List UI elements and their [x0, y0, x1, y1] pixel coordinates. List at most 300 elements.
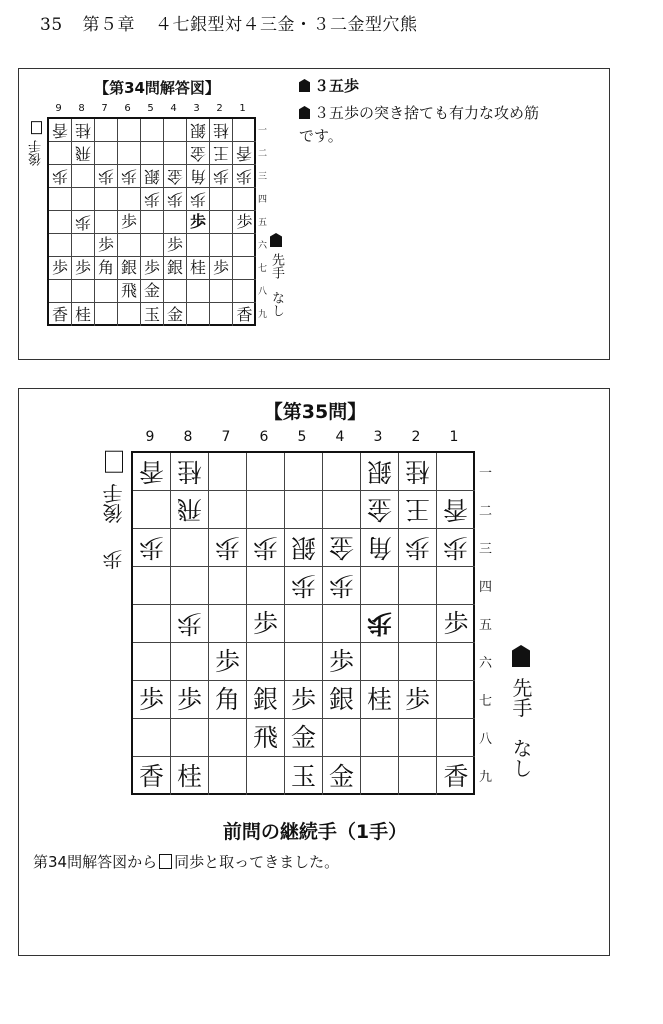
- answer-comment: [299, 75, 599, 148]
- file-label: 3: [193, 103, 200, 114]
- sente-piece: 金: [290, 723, 316, 752]
- board-square: [164, 165, 187, 188]
- board-square: [133, 643, 171, 681]
- sente-piece: 歩: [138, 685, 164, 714]
- file-label: 1: [449, 429, 459, 445]
- sente-piece: 歩: [252, 609, 278, 638]
- board-square: [187, 142, 210, 165]
- gote-piece: 金: [328, 533, 354, 562]
- board-square: [49, 142, 72, 165]
- sente-label: 先手: [509, 677, 533, 718]
- board-square: [323, 491, 361, 529]
- answer-comment-text: [299, 102, 599, 148]
- gote-piece: 飛: [176, 495, 202, 524]
- board-square: [49, 234, 72, 257]
- answer-comment-line-2: です。: [299, 127, 343, 145]
- board-square: [209, 605, 247, 643]
- board-square: [164, 211, 187, 234]
- board-square: [233, 211, 256, 234]
- board-square: [285, 719, 323, 757]
- board-square: [209, 757, 247, 795]
- gote-piece: 香: [51, 121, 68, 140]
- gote-piece: 歩: [366, 609, 392, 638]
- file-label: 7: [221, 429, 231, 445]
- board-square: [95, 119, 118, 142]
- sente-piece: 歩: [404, 685, 430, 714]
- board-square: [285, 529, 323, 567]
- gote-piece: 香: [138, 457, 164, 486]
- board-square: [118, 280, 141, 303]
- board-square: [164, 188, 187, 211]
- board-square: [49, 165, 72, 188]
- board-square: [141, 211, 164, 234]
- rank-label: 六: [258, 240, 268, 251]
- board-square: [171, 529, 209, 567]
- board-square: [171, 453, 209, 491]
- gote-piece: 歩: [252, 533, 278, 562]
- board-square: [399, 681, 437, 719]
- board-square: [164, 303, 187, 326]
- board-square: [49, 257, 72, 280]
- gote-piece: 銀: [143, 167, 160, 186]
- file-label: 1: [239, 103, 246, 114]
- board-square: [118, 257, 141, 280]
- board-square: [72, 142, 95, 165]
- sente-piece: 歩: [166, 235, 183, 254]
- gote-piece: 歩: [97, 167, 114, 186]
- board-square: [285, 491, 323, 529]
- sente-piece: 金: [143, 281, 160, 300]
- rank-label: 五: [479, 618, 493, 633]
- board-square: [141, 280, 164, 303]
- file-label: 5: [147, 103, 154, 114]
- board-square: [247, 453, 285, 491]
- board-square: [171, 757, 209, 795]
- sente-piece: 歩: [143, 258, 160, 277]
- board-square: [95, 234, 118, 257]
- answer-move: [299, 75, 599, 96]
- gote-piece: 歩: [328, 571, 354, 600]
- board-square: [209, 681, 247, 719]
- gote-piece: 王: [212, 144, 229, 163]
- gote-piece: 桂: [212, 121, 229, 140]
- gote-piece-icon: [32, 121, 43, 134]
- answer-comment-line-1: ３五歩の突き捨ても有力な攻め筋: [314, 104, 540, 122]
- sente-piece: 歩: [236, 212, 253, 231]
- gote-piece: 王: [404, 495, 430, 524]
- board-square: [171, 567, 209, 605]
- gote-piece: 銀: [366, 457, 392, 486]
- board-square: [247, 681, 285, 719]
- board-square: [233, 257, 256, 280]
- board-square: [247, 491, 285, 529]
- board-square: [437, 491, 475, 529]
- board-square: [399, 567, 437, 605]
- board-square: [399, 529, 437, 567]
- file-label: 2: [216, 103, 223, 114]
- answer-diagram-panel: [18, 68, 610, 360]
- board-square: [210, 234, 233, 257]
- rank-label: 一: [258, 125, 268, 136]
- board-square: [210, 188, 233, 211]
- description-part-1: 第34問解答図から: [33, 853, 158, 871]
- sente-piece: 飛: [120, 281, 137, 300]
- sente-piece: 歩: [51, 258, 68, 277]
- sente-piece: 歩: [328, 647, 354, 676]
- board-square: [323, 757, 361, 795]
- board-square: [247, 605, 285, 643]
- gote-label: 後手: [102, 483, 126, 524]
- board-square: [187, 303, 210, 326]
- board-square: [49, 211, 72, 234]
- board-square: [95, 165, 118, 188]
- file-label: 8: [78, 103, 85, 114]
- board-square: [141, 142, 164, 165]
- sente-piece: 歩: [189, 212, 206, 231]
- board-square: [141, 188, 164, 211]
- board-square: [133, 453, 171, 491]
- board-square: [133, 681, 171, 719]
- gote-piece: 桂: [404, 457, 430, 486]
- rank-label: 九: [479, 770, 493, 785]
- board-square: [323, 605, 361, 643]
- gote-piece: 歩: [404, 533, 430, 562]
- gote-piece: 銀: [189, 121, 206, 140]
- board-square: [133, 529, 171, 567]
- board-square: [209, 491, 247, 529]
- board-square: [247, 643, 285, 681]
- board-square: [285, 605, 323, 643]
- gote-piece-icon: [159, 854, 172, 869]
- board-square: [210, 257, 233, 280]
- gote-piece: 金: [366, 495, 392, 524]
- board-square: [210, 303, 233, 326]
- board-square: [399, 491, 437, 529]
- file-label: 8: [183, 429, 193, 445]
- sente-piece: 歩: [120, 212, 137, 231]
- board-square: [118, 165, 141, 188]
- sente-piece: 角: [214, 685, 240, 714]
- board-square: [437, 529, 475, 567]
- sente-piece: 歩: [97, 235, 114, 254]
- board-square: [164, 234, 187, 257]
- board-square: [49, 303, 72, 326]
- board-square: [171, 605, 209, 643]
- sente-piece: 銀: [328, 685, 354, 714]
- gote-piece: 角: [366, 533, 392, 562]
- sente-piece-icon: [270, 233, 282, 247]
- sente-piece: 金: [166, 304, 183, 324]
- board-square: [210, 165, 233, 188]
- sente-piece-icon: [299, 79, 310, 92]
- rank-label: 二: [479, 504, 493, 519]
- rank-label: 一: [479, 466, 493, 481]
- board-square: [187, 188, 210, 211]
- shogi-board: [47, 117, 256, 326]
- gote-piece: 香: [443, 495, 469, 524]
- board-square: [49, 119, 72, 142]
- board-square: [361, 567, 399, 605]
- board-square: [95, 257, 118, 280]
- board-square: [233, 234, 256, 257]
- sente-piece: 歩: [176, 685, 202, 714]
- file-label: 5: [297, 429, 307, 445]
- board-square: [209, 719, 247, 757]
- gote-piece: 歩: [189, 190, 206, 209]
- board-square: [361, 491, 399, 529]
- board-square: [187, 119, 210, 142]
- continuation-note: 前問の継続手（1手）: [222, 821, 408, 843]
- board-square: [49, 188, 72, 211]
- answer-diagram-title: 【第34問解答図】: [94, 79, 220, 97]
- gote-piece: 歩: [214, 533, 240, 562]
- sente-piece: 角: [97, 258, 114, 277]
- problem-description: [33, 851, 339, 872]
- board-square: [399, 643, 437, 681]
- board-square: [209, 453, 247, 491]
- board-square: [209, 567, 247, 605]
- gote-piece: 歩: [166, 190, 183, 209]
- board-square: [209, 643, 247, 681]
- chapter-title: ４七銀型対４三金・３二金型穴熊: [154, 15, 418, 35]
- board-square: [72, 280, 95, 303]
- board-square: [233, 280, 256, 303]
- gote-piece: 歩: [176, 609, 202, 638]
- board-square: [133, 491, 171, 529]
- board-square: [164, 280, 187, 303]
- gote-piece: 角: [189, 167, 206, 186]
- gote-piece: 歩: [51, 167, 68, 186]
- sente-piece: 金: [328, 761, 354, 791]
- board-square: [95, 188, 118, 211]
- board-square: [72, 119, 95, 142]
- gote-label: 後手: [29, 140, 44, 167]
- sente-piece: 香: [138, 761, 164, 791]
- board-square: [399, 757, 437, 795]
- file-label: 3: [373, 429, 383, 445]
- gote-piece-icon: [105, 451, 123, 473]
- board-square: [171, 681, 209, 719]
- sente-piece: 銀: [120, 258, 137, 277]
- board-square: [118, 188, 141, 211]
- answer-diagram-sente-hand: [267, 233, 286, 317]
- answer-move-text: ３五歩: [314, 77, 360, 95]
- board-square: [323, 529, 361, 567]
- board-square: [72, 165, 95, 188]
- chapter-label: 第５章: [82, 15, 136, 35]
- board-square: [247, 719, 285, 757]
- sente-piece: 銀: [252, 685, 278, 714]
- gote-hand-pieces: 歩: [102, 549, 126, 570]
- board-square: [141, 234, 164, 257]
- board-square: [361, 719, 399, 757]
- sente-piece-icon: [512, 645, 530, 667]
- gote-piece: 歩: [143, 190, 160, 209]
- board-square: [285, 567, 323, 605]
- board-square: [361, 453, 399, 491]
- gote-piece: 金: [166, 167, 183, 186]
- file-label: 9: [145, 429, 155, 445]
- board-square: [171, 491, 209, 529]
- board-square: [210, 280, 233, 303]
- rank-label: 四: [258, 194, 268, 205]
- sente-piece: 飛: [252, 723, 278, 752]
- board-square: [141, 303, 164, 326]
- board-square: [233, 142, 256, 165]
- board-square: [118, 303, 141, 326]
- file-label: 6: [124, 103, 131, 114]
- board-square: [72, 257, 95, 280]
- gote-piece: 歩: [74, 213, 91, 232]
- description-part-2: 同歩と取ってきました。: [174, 853, 340, 871]
- gote-piece: 歩: [212, 167, 229, 186]
- board-square: [118, 119, 141, 142]
- gote-piece: 歩: [290, 571, 316, 600]
- board-square: [72, 234, 95, 257]
- sente-piece: 桂: [74, 304, 91, 324]
- rank-label: 七: [258, 263, 268, 274]
- rank-label: 四: [479, 580, 493, 595]
- board-square: [233, 303, 256, 326]
- problem-sente-hand: [507, 645, 536, 778]
- board-square: [118, 234, 141, 257]
- board-square: [210, 119, 233, 142]
- board-square: [164, 142, 187, 165]
- board-square: [141, 119, 164, 142]
- sente-piece-icon: [299, 106, 310, 119]
- file-label: 4: [170, 103, 177, 114]
- gote-piece: 金: [189, 144, 206, 163]
- sente-piece: 歩: [74, 258, 91, 277]
- file-label: 7: [101, 103, 108, 114]
- board-square: [141, 165, 164, 188]
- board-square: [437, 757, 475, 795]
- board-square: [285, 453, 323, 491]
- sente-piece: 歩: [214, 647, 240, 676]
- sente-piece: 歩: [212, 258, 229, 277]
- board-square: [247, 757, 285, 795]
- rank-label: 三: [258, 171, 268, 182]
- board-square: [133, 605, 171, 643]
- board-square: [210, 142, 233, 165]
- board-square: [247, 529, 285, 567]
- board-square: [187, 257, 210, 280]
- board-square: [361, 681, 399, 719]
- sente-hand-pieces: なし: [269, 291, 284, 318]
- sente-piece: 香: [236, 304, 253, 324]
- rank-label: 二: [258, 148, 268, 159]
- sente-piece: 玉: [290, 761, 316, 791]
- board-square: [233, 119, 256, 142]
- board-square: [437, 719, 475, 757]
- sente-piece: 玉: [143, 304, 160, 324]
- answer-diagram-gote-hand: [27, 119, 46, 166]
- file-label: 9: [55, 103, 62, 114]
- board-square: [285, 757, 323, 795]
- page-number: 35: [40, 15, 63, 35]
- gote-piece: 歩: [120, 167, 137, 186]
- board-square: [233, 165, 256, 188]
- sente-piece: 桂: [176, 761, 202, 791]
- sente-piece: 銀: [166, 258, 183, 277]
- board-square: [323, 681, 361, 719]
- sente-piece: 香: [443, 761, 469, 791]
- file-label: 2: [411, 429, 421, 445]
- rank-label: 三: [479, 542, 493, 557]
- sente-piece: 歩: [443, 609, 469, 638]
- board-square: [437, 681, 475, 719]
- gote-piece: 飛: [74, 144, 91, 163]
- board-square: [209, 529, 247, 567]
- board-square: [164, 257, 187, 280]
- board-square: [323, 643, 361, 681]
- board-square: [361, 757, 399, 795]
- board-square: [437, 643, 475, 681]
- rank-label: 六: [479, 656, 493, 671]
- board-square: [95, 280, 118, 303]
- board-square: [210, 211, 233, 234]
- page-header: [40, 10, 431, 35]
- board-square: [133, 567, 171, 605]
- board-square: [95, 303, 118, 326]
- board-square: [171, 719, 209, 757]
- board-square: [164, 119, 187, 142]
- board-square: [437, 453, 475, 491]
- board-square: [437, 567, 475, 605]
- board-square: [95, 211, 118, 234]
- board-square: [399, 719, 437, 757]
- board-square: [323, 567, 361, 605]
- rank-label: 七: [479, 694, 493, 709]
- sente-piece: 香: [51, 304, 68, 324]
- board-square: [361, 529, 399, 567]
- rank-label: 八: [479, 732, 493, 747]
- gote-piece: 桂: [74, 121, 91, 140]
- file-label: 4: [335, 429, 345, 445]
- board-square: [361, 643, 399, 681]
- board-square: [187, 280, 210, 303]
- sente-piece: 桂: [366, 685, 392, 714]
- board-square: [95, 142, 118, 165]
- board-square: [118, 142, 141, 165]
- board-square: [133, 719, 171, 757]
- board-square: [323, 453, 361, 491]
- sente-hand-pieces: なし: [509, 737, 533, 778]
- rank-label: 九: [258, 309, 268, 320]
- file-label: 6: [259, 429, 269, 445]
- sente-label: 先手: [269, 253, 284, 280]
- board-square: [72, 211, 95, 234]
- gote-piece: 歩: [138, 533, 164, 562]
- board-square: [233, 188, 256, 211]
- board-square: [187, 234, 210, 257]
- board-square: [141, 257, 164, 280]
- sente-piece: 桂: [189, 258, 206, 277]
- board-square: [72, 303, 95, 326]
- board-square: [171, 643, 209, 681]
- gote-piece: 香: [236, 144, 253, 163]
- board-square: [285, 681, 323, 719]
- board-square: [118, 211, 141, 234]
- board-square: [49, 280, 72, 303]
- board-square: [187, 211, 210, 234]
- problem-gote-hand: [99, 451, 128, 570]
- board-square: [399, 605, 437, 643]
- board-square: [285, 643, 323, 681]
- board-square: [133, 757, 171, 795]
- rank-label: 八: [258, 286, 268, 297]
- sente-piece: 歩: [290, 685, 316, 714]
